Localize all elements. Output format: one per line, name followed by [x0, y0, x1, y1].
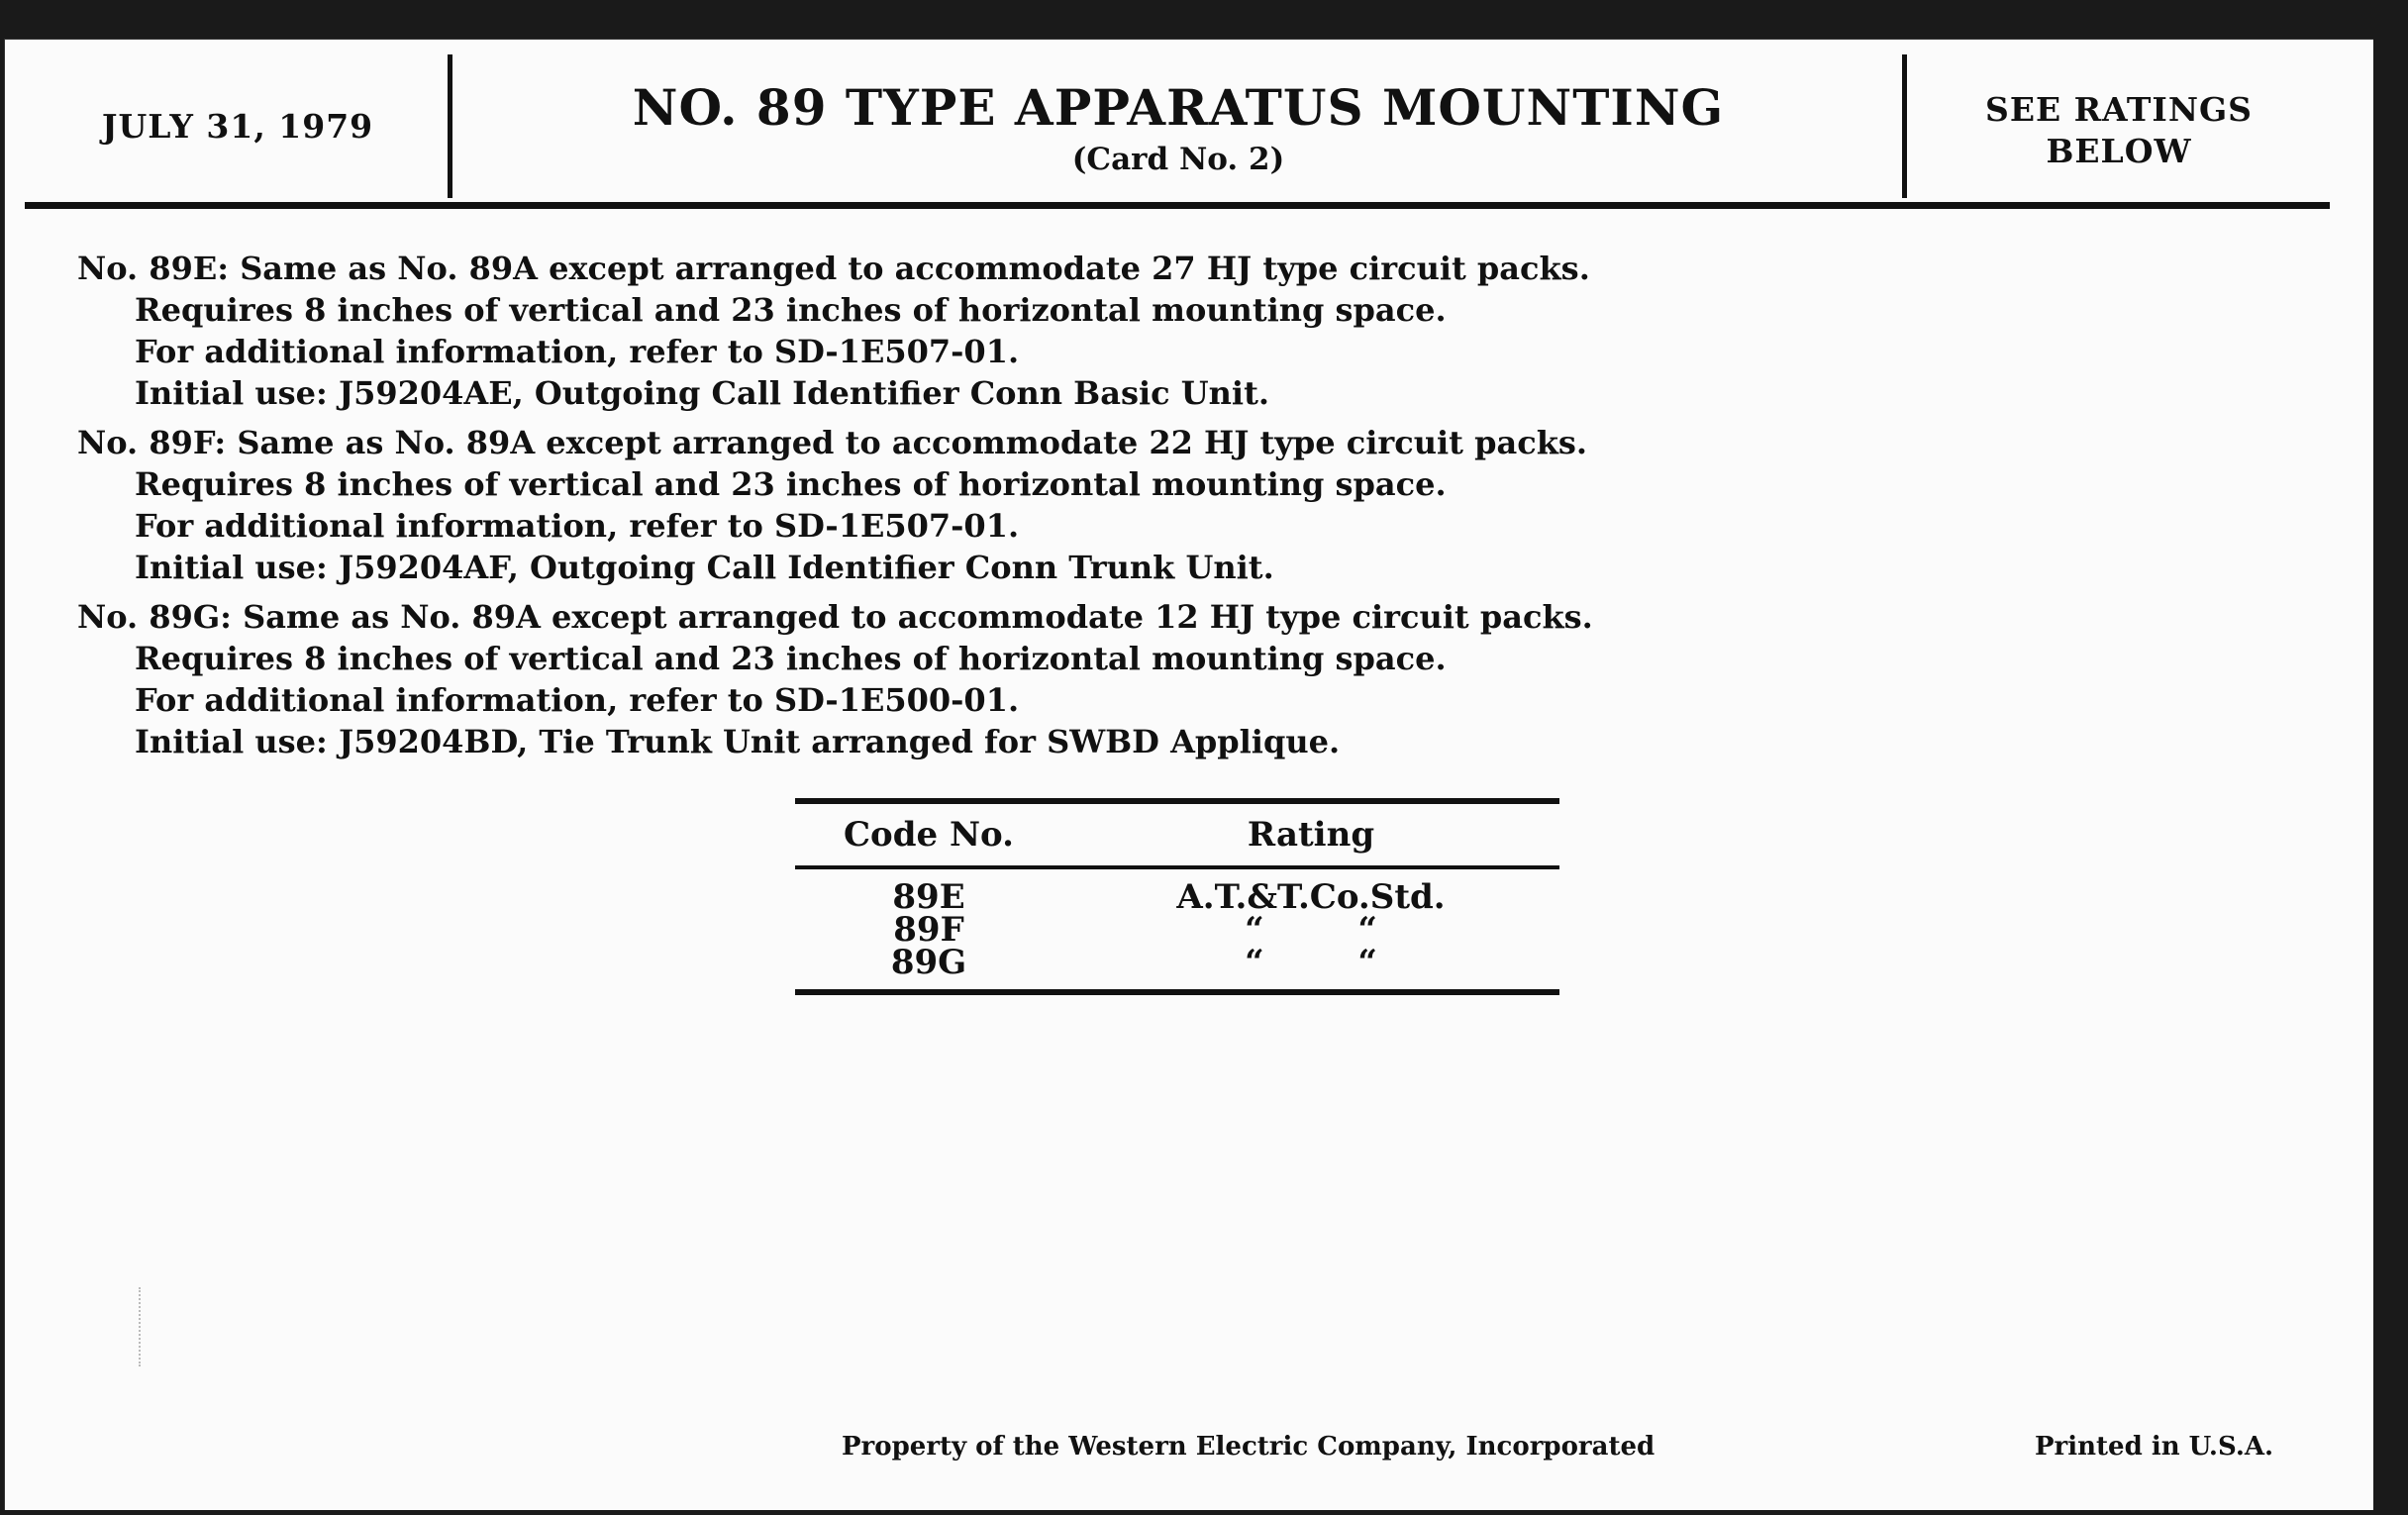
- cell-rating: “ “: [1245, 943, 1377, 982]
- header-rule: [25, 202, 2330, 209]
- entry-line: For additional information, refer to SD-1E507-01.: [135, 333, 1020, 370]
- header-rating: Rating: [1247, 815, 1375, 855]
- entry-line: Initial use: J59204BD, Tie Trunk Unit arranged for SWBD Applique.: [135, 723, 1341, 760]
- table-header: [795, 804, 1559, 865]
- table-bottom-rule: [795, 989, 1559, 995]
- entry-line: No. 89G: Same as No. 89A except arranged to accommodate 12 HJ type circuit packs.: [77, 598, 1593, 636]
- entry-line: No. 89E: Same as No. 89A except arranged to accommodate 27 HJ type circuit packs.: [77, 250, 1590, 287]
- card-date: JULY 31, 1979: [101, 107, 374, 146]
- footer-property: Property of the Western Electric Company, Incorporated: [842, 1432, 1656, 1462]
- table-body: [795, 869, 1559, 989]
- entry-89f: [77, 422, 1760, 588]
- entry-line: No. 89F: Same as No. 89A except arranged to accommodate 22 HJ type circuit packs.: [77, 424, 1588, 461]
- scan-edge-bottom: [0, 1510, 2408, 1515]
- ratings-note: [1911, 89, 2327, 172]
- header-code-no: Code No.: [844, 815, 1014, 855]
- entry-89e: [77, 248, 1760, 414]
- header-divider-left: [448, 54, 452, 198]
- cell-rating: “ “: [1245, 910, 1377, 950]
- cell-code: 89F: [893, 910, 964, 950]
- ratings-note-line1: SEE RATINGS: [1984, 90, 2254, 129]
- ratings-note-line2: BELOW: [2046, 132, 2192, 170]
- card-title-block: [455, 77, 1901, 180]
- entries-list: [77, 248, 1760, 770]
- entry-line: For additional information, refer to SD-1E507-01.: [135, 507, 1020, 545]
- cell-code: 89E: [892, 877, 965, 917]
- cell-rating: A.T.&T.Co.Std.: [1176, 877, 1446, 917]
- entry-line: For additional information, refer to SD-1E500-01.: [135, 681, 1020, 719]
- cell-code: 89G: [890, 943, 967, 982]
- entry-line: Initial use: J59204AF, Outgoing Call Identifier Conn Trunk Unit.: [135, 549, 1274, 586]
- scan-edge-right: [2373, 0, 2408, 1515]
- ratings-table: [795, 798, 1559, 995]
- entry-line: Initial use: J59204AE, Outgoing Call Identifier Conn Basic Unit.: [135, 374, 1269, 412]
- header-divider-right: [1902, 54, 1907, 198]
- entry-line: Requires 8 inches of vertical and 23 inches of horizontal mounting space.: [135, 640, 1447, 677]
- card-subtitle: (Card No. 2): [1071, 142, 1285, 177]
- footer-printed: Printed in U.S.A.: [2035, 1432, 2274, 1462]
- entry-89g: [77, 596, 1760, 762]
- scan-speckle: [139, 1287, 145, 1366]
- card-title: NO. 89 TYPE APPARATUS MOUNTING: [632, 78, 1725, 137]
- entry-line: Requires 8 inches of vertical and 23 inches of horizontal mounting space.: [135, 465, 1447, 503]
- table-row: [795, 943, 1559, 982]
- entry-line: Requires 8 inches of vertical and 23 inches of horizontal mounting space.: [135, 291, 1447, 329]
